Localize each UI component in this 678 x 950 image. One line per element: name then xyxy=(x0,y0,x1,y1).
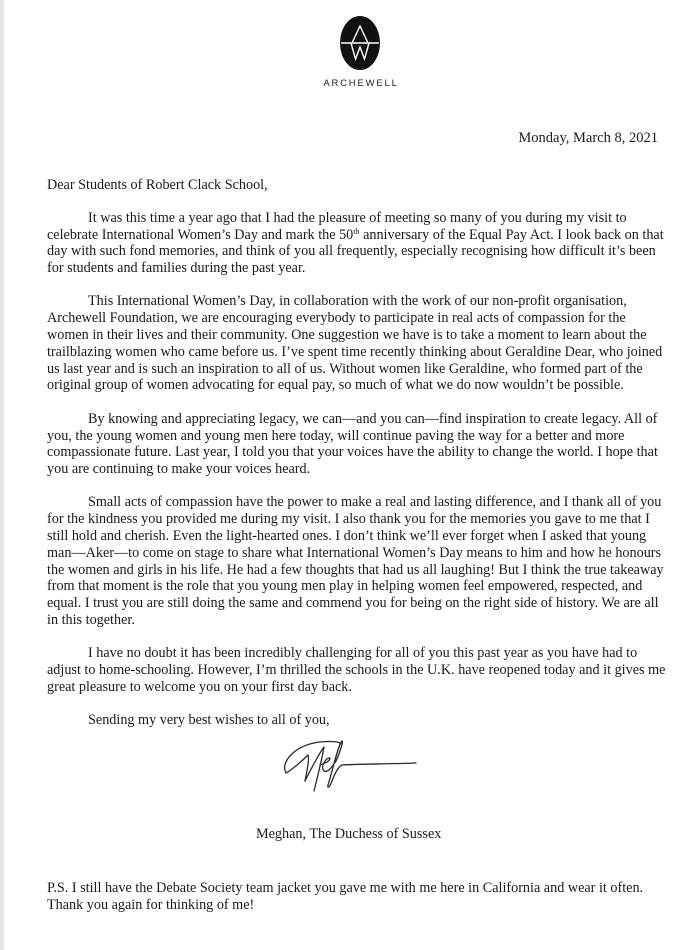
signer-name: Meghan, The Duchess of Sussex xyxy=(256,826,442,842)
salutation: Dear Students of Robert Clack School, xyxy=(47,177,268,193)
letter-body xyxy=(47,177,667,729)
paragraph-2: This International Women’s Day, in collaboration with the work of our non-profit organisation, Archewell Foundation, we are encouraging everybody to participate in real acts of compassion for the women in their lives and their community. One suggestion we have is to take a moment to learn about the trailblazing women who came before us. I’ve spent time recently thinking about Geraldine Dear, who joined us last year and is such an inspiration to all of us. Without women like Geraldine, who formed part of the original group of women advocating for equal pay, so much of what we do now wouldn’t be possible. xyxy=(47,293,663,394)
signature xyxy=(280,733,420,808)
postscript: P.S. I still have the Debate Society team jacket you gave me with me here in California and wear it often. Thank you again for thinking of me! xyxy=(47,880,644,913)
logo-wordmark: ARCHEWELL xyxy=(323,78,399,89)
paragraph-3: By knowing and appreciating legacy, we can—and you can—find inspiration to create legacy. All of you, the young women and young men here today, will continue paving the way for a better and more compassionate future. Last year, I told you that your voices have the ability to change the world. I hope that you are continuing to make your voices heard. xyxy=(47,410,658,478)
paragraph-5: I have no doubt it has been incredibly challenging for all of you this past year as you have had to adjust to home-schooling. However, I’m thrilled the schools in the U.K. have reopened today and it gives me great pleasure to welcome you on your first day back. xyxy=(47,645,666,695)
letter-date: Monday, March 8, 2021 xyxy=(518,130,658,146)
handwritten-signature-icon xyxy=(280,733,420,803)
paragraph-1 xyxy=(47,210,667,277)
paragraph-4: Small acts of compassion have the power to make a real and lasting difference, and I thank all of you for the kindness you provided me during my visit. I also thank you for the memories you gave to me that I still hold and cherish. Even the light-hearted ones. I don’t think we’ll ever forget when I asked that young man—Aker—to come on stage to share what International Women’s Day means to him and how he honours the women and girls in his life. He had a few thoughts that had us all laughing! But I think the true takeaway from that moment is the role that you young men play in helping women feel empowered, respected, and equal. I trust you are still doing the same and commend you for being on the right side of history. We are all in this together. xyxy=(47,494,664,629)
ordinal-suffix: th xyxy=(353,226,360,236)
paragraph-1-text-b: anniversary of the Equal Pay Act. I look back on that day with such fond memories, and think of you all frequently, especially recognising how difficult it’s been for students and families during the past year. xyxy=(47,226,664,277)
closing-line: Sending my very best wishes to all of you, xyxy=(88,712,330,729)
archewell-aw-monogram-icon xyxy=(338,14,382,72)
paragraph-1-text-a: It was this time a year ago that I had the pleasure of meeting so many of you during my visit to celebrate International Women’s Day and mark the 50 xyxy=(47,209,627,243)
letterhead-logo xyxy=(300,14,420,89)
